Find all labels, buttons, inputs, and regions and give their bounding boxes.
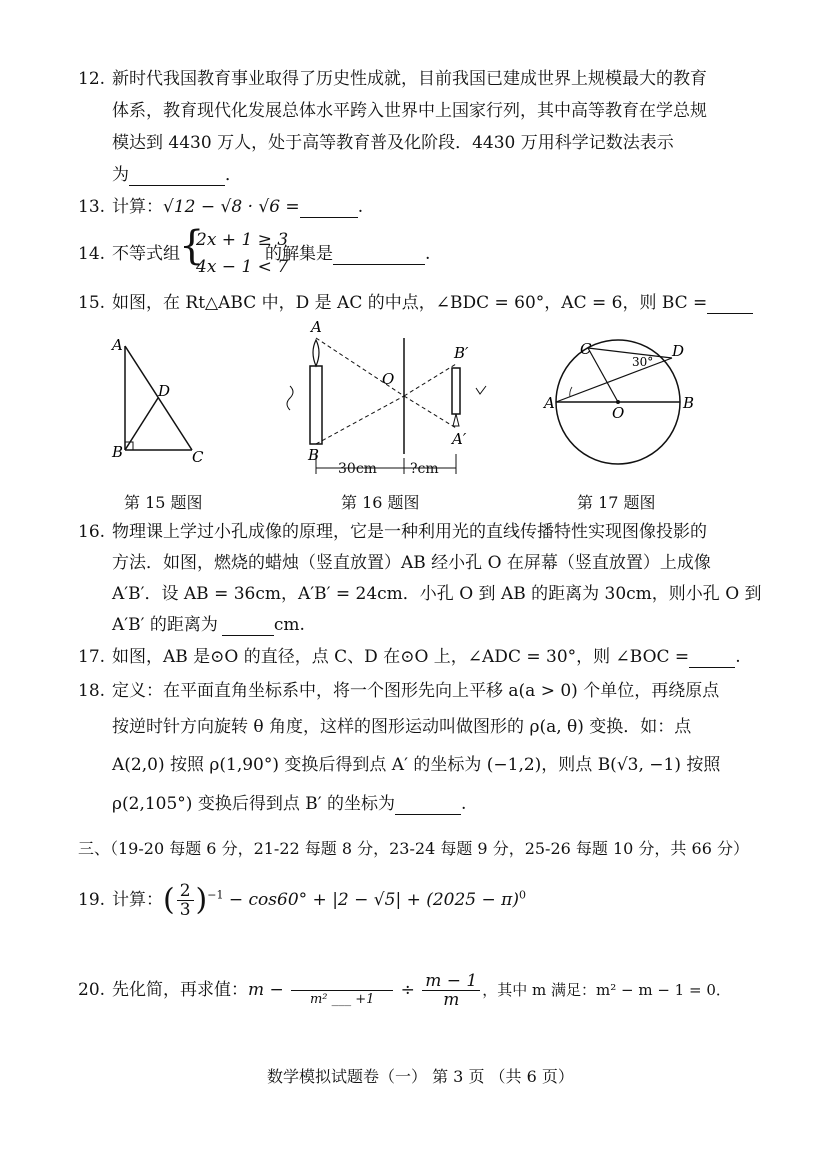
fig15-label-c: C — [192, 448, 204, 466]
q14-prefix: 不等式组 — [112, 244, 180, 264]
q20-condition: ，其中 m 满足：m² − m − 1 = 0． — [482, 981, 731, 999]
q19-number: 19. — [78, 890, 106, 910]
fig15-label-a: A — [112, 336, 123, 354]
q16-unit: cm. — [273, 615, 305, 635]
q15-text: 如图，在 Rt△ABC 中，D 是 AC 的中点，∠BDC = 60°，AC = 6，则 BC = — [112, 293, 708, 313]
q17-answer-blank[interactable] — [689, 649, 735, 668]
q13-line — [78, 196, 363, 218]
q14-brace: { — [179, 223, 205, 269]
q18-period: . — [461, 794, 467, 814]
q15-answer-blank[interactable] — [707, 295, 753, 314]
q20-divide: ÷ — [400, 980, 415, 1000]
fig16-label-a: A — [311, 318, 322, 336]
q12-line2: 体系，教育现代化发展总体水平跨入世界中上国家行列，其中高等教育在学总规 — [112, 101, 707, 121]
q14-ineq2: 4x − 1 < 7 — [196, 257, 289, 277]
fig17-label-angle: 30° — [632, 355, 654, 369]
fig17-label-a: A — [544, 394, 555, 412]
q16-number: 16. — [78, 522, 106, 542]
q13-answer-blank[interactable] — [300, 199, 358, 218]
fig16-ray-2 — [316, 396, 404, 444]
fig17-label-b: B — [683, 394, 695, 412]
q19-exponent: −1 — [207, 888, 224, 902]
q13-period: . — [357, 197, 364, 217]
q16-line2: 方法．如图，燃烧的蜡烛（竖直放置）AB 经小孔 O 在屏幕（竖直放置）上成像 — [112, 553, 711, 573]
q17-line — [78, 646, 741, 668]
q20-m: m − — [248, 980, 284, 1000]
q18-line4 — [112, 793, 466, 815]
section-3-header: 三、（19-20 每题 6 分，21-22 每题 8 分，23-24 每题 9 分，25-26 每题 10 分，共 66 分） — [78, 839, 749, 858]
q19-frac-numerator: 2 — [177, 882, 194, 901]
fig16-label-o: O — [382, 370, 395, 388]
figure-16 — [280, 318, 500, 484]
fig15-label-b: B — [112, 443, 124, 461]
q19-frac-denominator: 3 — [179, 900, 191, 920]
q17-number: 17. — [78, 647, 106, 667]
q16-answer-blank[interactable] — [222, 617, 274, 636]
q16-line4 — [112, 614, 305, 636]
fig17-label-c: C — [580, 340, 592, 358]
q19-exponent-zero: 0 — [518, 888, 526, 902]
q14-line — [78, 243, 180, 265]
q15-line — [78, 292, 753, 314]
q19-fraction — [177, 882, 194, 919]
page-footer: 数学模拟试题卷（一） 第 3 页 （共 6 页） — [267, 1067, 574, 1086]
fig16-image-flame — [453, 414, 459, 426]
q14-tail — [265, 243, 430, 265]
q18-text-4: ρ(2,105°) 变换后得到点 B′ 的坐标为 — [112, 794, 395, 814]
fig17-caption: 第 17 题图 — [577, 493, 656, 512]
q16-text-1: 物理课上学过小孔成像的原理，它是一种利用光的直线传播特性实现图像投影的 — [112, 522, 707, 542]
q12-line1 — [78, 68, 707, 90]
fig17-label-d: D — [672, 342, 685, 360]
q17-text: 如图，AB 是⊙O 的直径，点 C、D 在⊙O 上，∠ADC = 30°，则 ∠BOC = — [112, 647, 690, 667]
fig15-caption: 第 15 题图 — [124, 493, 203, 512]
q18-line3: A(2,0) 按照 ρ(1,90°) 变换后得到点 A′ 的坐标为 (−1,2)，则点 B(√3, −1) 按照 — [112, 755, 721, 775]
q16-line1 — [78, 521, 707, 543]
q20-frac1-denominator: m² ___ +1 — [309, 992, 375, 1007]
q20-line — [78, 972, 731, 1009]
q19-line — [78, 882, 526, 919]
fig16-dist-2: ?cm — [410, 461, 439, 477]
q12-text-1: 新时代我国教育事业取得了历史性成就，目前我国已建成世界上规模最大的教育 — [112, 69, 707, 89]
q19-prefix: 计算： — [112, 890, 163, 910]
q18-text-1: 定义：在平面直角坐标系中，将一个图形先向上平移 a(a > 0) 个单位，再绕原点 — [112, 681, 720, 701]
q12-number: 12. — [78, 69, 106, 89]
q19-paren-close: ) — [195, 882, 208, 918]
q20-prefix: 先化简，再求值： — [112, 980, 248, 1000]
q14-period: . — [425, 244, 431, 264]
q20-frac1-numerator — [291, 972, 393, 991]
q15-number: 15. — [78, 293, 106, 313]
fig17-label-o: O — [612, 404, 625, 422]
q20-number: 20. — [78, 980, 106, 1000]
q14-answer-blank[interactable] — [333, 246, 425, 265]
q20-fraction-2 — [422, 972, 480, 1009]
fig16-dist-1: 30cm — [338, 461, 377, 477]
q14-suffix: 的解集是 — [265, 244, 333, 264]
q12-line4 — [112, 164, 242, 186]
q19-rest: − cos60° + |2 − √5| + (2025 − π) — [228, 890, 519, 910]
q18-line1 — [78, 680, 719, 702]
fig15-label-d: D — [158, 382, 171, 400]
q18-line2: 按逆时针方向旋转 θ 角度，这样的图形运动叫做图形的 ρ(a, θ) 变换．如：点 — [112, 717, 692, 737]
figure-17 — [540, 330, 710, 480]
q12-line3: 模达到 4430 万人，处于高等教育普及化阶段．4430 万用科学记数法表示 — [112, 133, 674, 153]
q13-prefix: 计算： — [112, 197, 163, 217]
q12-period: ． — [225, 165, 242, 185]
q18-answer-blank[interactable] — [395, 796, 461, 815]
fig16-label-b-prime: B′ — [454, 344, 469, 362]
fig17-radius-oc — [588, 348, 618, 402]
q12-answer-blank[interactable] — [129, 167, 225, 186]
q20-frac2-numerator: m − 1 — [422, 972, 480, 991]
q20-fraction-1 — [291, 972, 393, 1009]
q18-number: 18. — [78, 681, 106, 701]
fig16-image — [452, 368, 460, 414]
fig16-label-b: B — [308, 446, 320, 464]
q19-paren-open: ( — [163, 882, 175, 918]
fig16-ray-4 — [404, 396, 456, 428]
q14-number: 14. — [78, 244, 106, 264]
fig16-flame — [313, 340, 319, 366]
fig16-caption: 第 16 题图 — [341, 493, 420, 512]
fig16-squiggle — [287, 386, 293, 410]
q17-period: . — [735, 647, 741, 667]
q13-number: 13. — [78, 197, 106, 217]
q20-frac2-denominator: m — [443, 990, 460, 1010]
fig16-mark — [476, 386, 486, 394]
q16-line3: A′B′．设 AB = 36cm，A′B′ = 24cm．小孔 O 到 AB 的距离为 30cm，则小孔 O 到 — [112, 584, 762, 604]
figure-15 — [100, 332, 220, 472]
fig16-label-a-prime: A′ — [452, 430, 467, 448]
q16-text-4: A′B′ 的距离为 — [112, 615, 218, 635]
fig16-ray-3 — [404, 364, 456, 396]
q14-ineq1: 2x + 1 ≥ 3 — [196, 230, 289, 250]
fig16-candle — [310, 366, 322, 444]
q12-text-4: 为 — [112, 165, 129, 185]
fig17-chord-cd — [588, 348, 672, 358]
q13-expression: √12 − √8 · √6 = — [163, 197, 300, 217]
